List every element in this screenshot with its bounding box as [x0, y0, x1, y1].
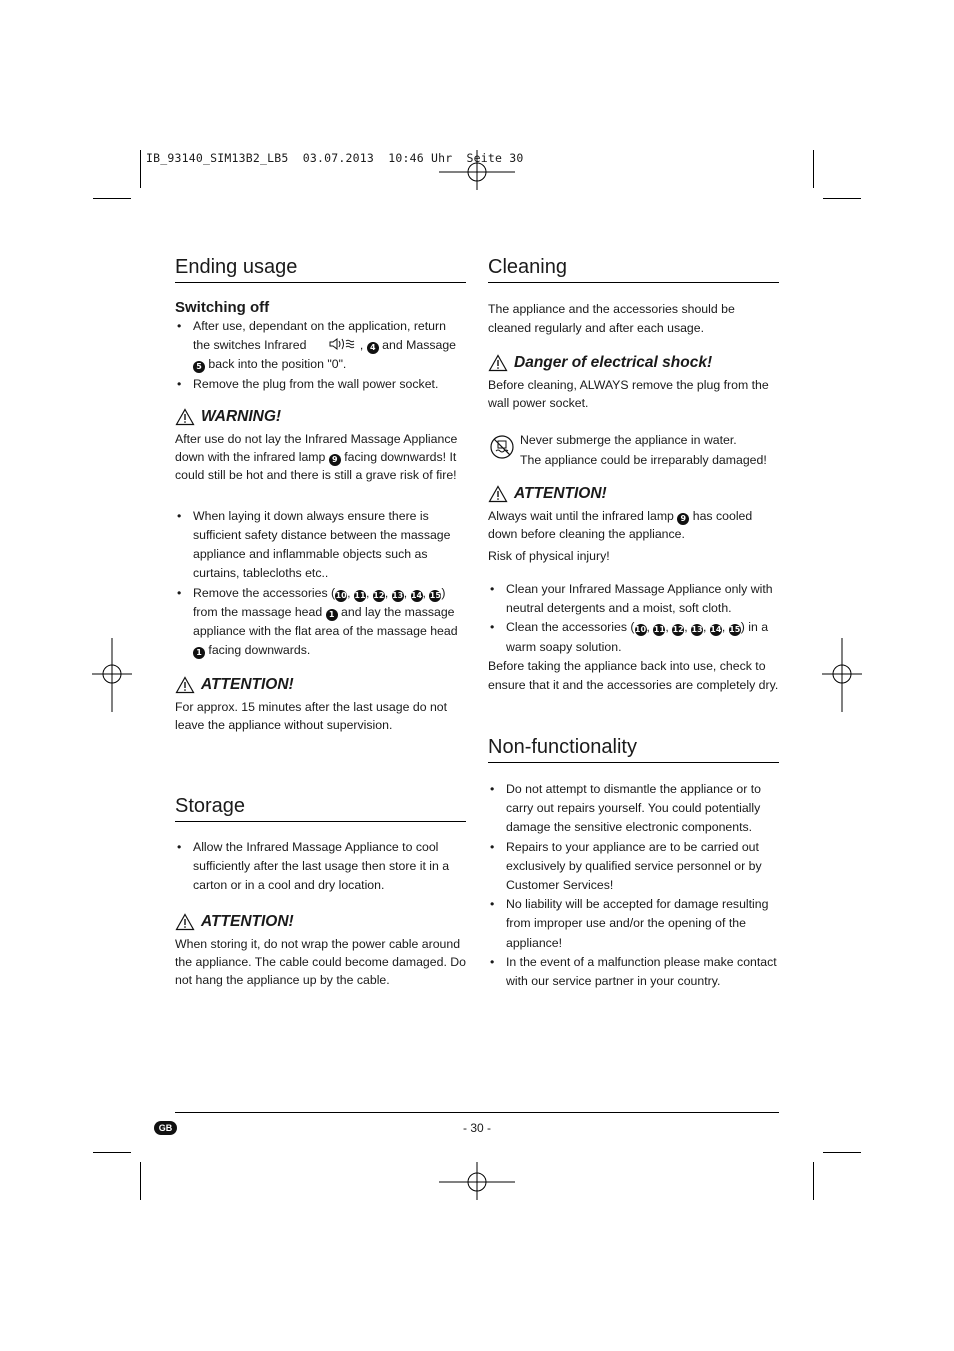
submerge-line: Never submerge the appliance in water.	[520, 433, 737, 447]
part-number-badge: 9	[677, 513, 689, 525]
part-number-badge: 10	[634, 625, 647, 635]
part-number-badge: 11	[354, 590, 366, 600]
list-item: • No liability will be accepted for damage resulting from improper use and/or the opening of the appliance!	[488, 895, 779, 953]
warning-text: After use do not lay the Infrared Massage Appliance down with the infrared lamp 9 facing downwards! It could still be hot and there is still a grave risk of fire!	[175, 431, 458, 482]
list-item: • Clean the accessories (10, 11, 12, 13, 14, 15) in a warm soapy solution.	[488, 618, 779, 656]
attention-text: When storing it, do not wrap the power cable around the appliance. The cable could become damaged. Do not hang the appliance up by the cable.	[175, 936, 466, 987]
no-submerge-icon	[489, 434, 515, 460]
list-item: • When laying it down always ensure there is sufficient safety distance between the massage appliance and inflammable objects such as curtains, tablecloths etc..	[175, 507, 466, 584]
print-header: IB_93140_SIM13B2_LB5 03.07.2013 10:46 Uhr Seite 30	[146, 151, 524, 165]
footer-rule	[175, 1112, 779, 1113]
section-ending-usage	[175, 256, 466, 734]
switching-off-list	[175, 317, 466, 394]
list-item: • Repairs to your appliance are to be carried out exclusively by qualified service personnel or by Customer Services!	[488, 838, 779, 896]
part-number-badge: 1	[193, 647, 205, 659]
part-number-badge: 1	[326, 609, 338, 621]
cleaning-list	[488, 580, 779, 657]
warning-triangle-icon	[175, 676, 195, 694]
closing-text: Before taking the appliance back into use, check to ensure that it and the accessories are completely dry.	[488, 658, 779, 693]
part-number-badge: 14	[410, 590, 423, 600]
part-number-badge: 15	[429, 590, 441, 600]
attention-text: Always wait until the infrared lamp 9 has cooled down before cleaning the appliance.	[488, 509, 753, 541]
heading-ending-usage: Ending usage	[175, 256, 466, 283]
part-number-badge: 15	[729, 625, 741, 635]
cleaning-intro: The appliance and the accessories should be cleaned regularly and after each usage.	[488, 302, 735, 335]
warning-triangle-icon	[175, 913, 195, 931]
part-number-badge: 5	[193, 361, 205, 373]
storage-list	[175, 838, 466, 896]
warning-heading: WARNING!	[175, 408, 466, 426]
laying-down-list	[175, 507, 466, 661]
heading-storage: Storage	[175, 795, 466, 822]
attention-heading: ATTENTION!	[175, 676, 466, 694]
part-number-badge: 12	[373, 590, 385, 600]
registration-mark-right	[822, 636, 872, 716]
list-item: • After use, dependant on the application, return the switches Infrared , 4 and Massage 5 back into the position "0".	[175, 317, 466, 375]
risk-text: Risk of physical injury!	[488, 549, 610, 563]
warning-triangle-icon	[488, 485, 508, 503]
part-number-badge: 11	[653, 625, 665, 635]
warning-triangle-icon	[488, 354, 508, 372]
danger-text: Before cleaning, ALWAYS remove the plug from the wall power socket.	[488, 378, 769, 410]
non-functionality-list	[488, 780, 779, 991]
submerge-line: The appliance could be irreparably damaged!	[520, 453, 767, 467]
heading-cleaning: Cleaning	[488, 256, 779, 283]
list-item: • Do not attempt to dismantle the appliance or to carry out repairs yourself. You could potentially damage the sensitive electronic components.	[488, 780, 779, 838]
part-number-badge: 12	[672, 625, 684, 635]
heading-non-functionality: Non-functionality	[488, 736, 779, 763]
section-non-functionality	[488, 736, 779, 991]
page-number: - 30 -	[462, 1121, 491, 1135]
registration-mark-top	[437, 150, 517, 200]
section-storage	[175, 795, 466, 989]
section-cleaning	[488, 256, 779, 696]
subheading-switching-off: Switching off	[175, 299, 270, 316]
registration-mark-bottom	[437, 1160, 517, 1205]
part-number-badge: 9	[329, 454, 341, 466]
danger-heading: Danger of electrical shock!	[488, 354, 779, 372]
warning-triangle-icon	[175, 408, 195, 426]
infrared-switch-icon	[328, 337, 360, 351]
registration-mark-left	[92, 636, 142, 716]
part-number-badge: 10	[335, 590, 347, 600]
country-badge: GB	[154, 1121, 177, 1135]
list-item: • Clean your Infrared Massage Appliance only with neutral detergents and a moist, soft cloth.	[488, 580, 779, 618]
attention-heading: ATTENTION!	[488, 485, 779, 503]
attention-text: For approx. 15 minutes after the last usage do not leave the appliance without supervision.	[175, 700, 448, 733]
submerge-notice	[488, 430, 779, 470]
part-number-badge: 14	[710, 625, 722, 635]
attention-heading: ATTENTION!	[175, 913, 466, 931]
part-number-badge: 4	[367, 342, 379, 354]
list-item: • Remove the plug from the wall power socket.	[175, 375, 466, 394]
list-item: • In the event of a malfunction please make contact with our service partner in your country.	[488, 953, 779, 991]
list-item: • Remove the accessories (10, 11, 12, 13, 14, 15) from the massage head 1 and lay the massage appliance with the flat area of the massage head 1 facing downwards.	[175, 584, 466, 661]
part-number-badge: 13	[392, 590, 404, 600]
part-number-badge: 13	[691, 625, 703, 635]
list-item: • Allow the Infrared Massage Appliance to cool sufficiently after the last usage then store it in a carton or in a cool and dry location.	[175, 838, 466, 896]
